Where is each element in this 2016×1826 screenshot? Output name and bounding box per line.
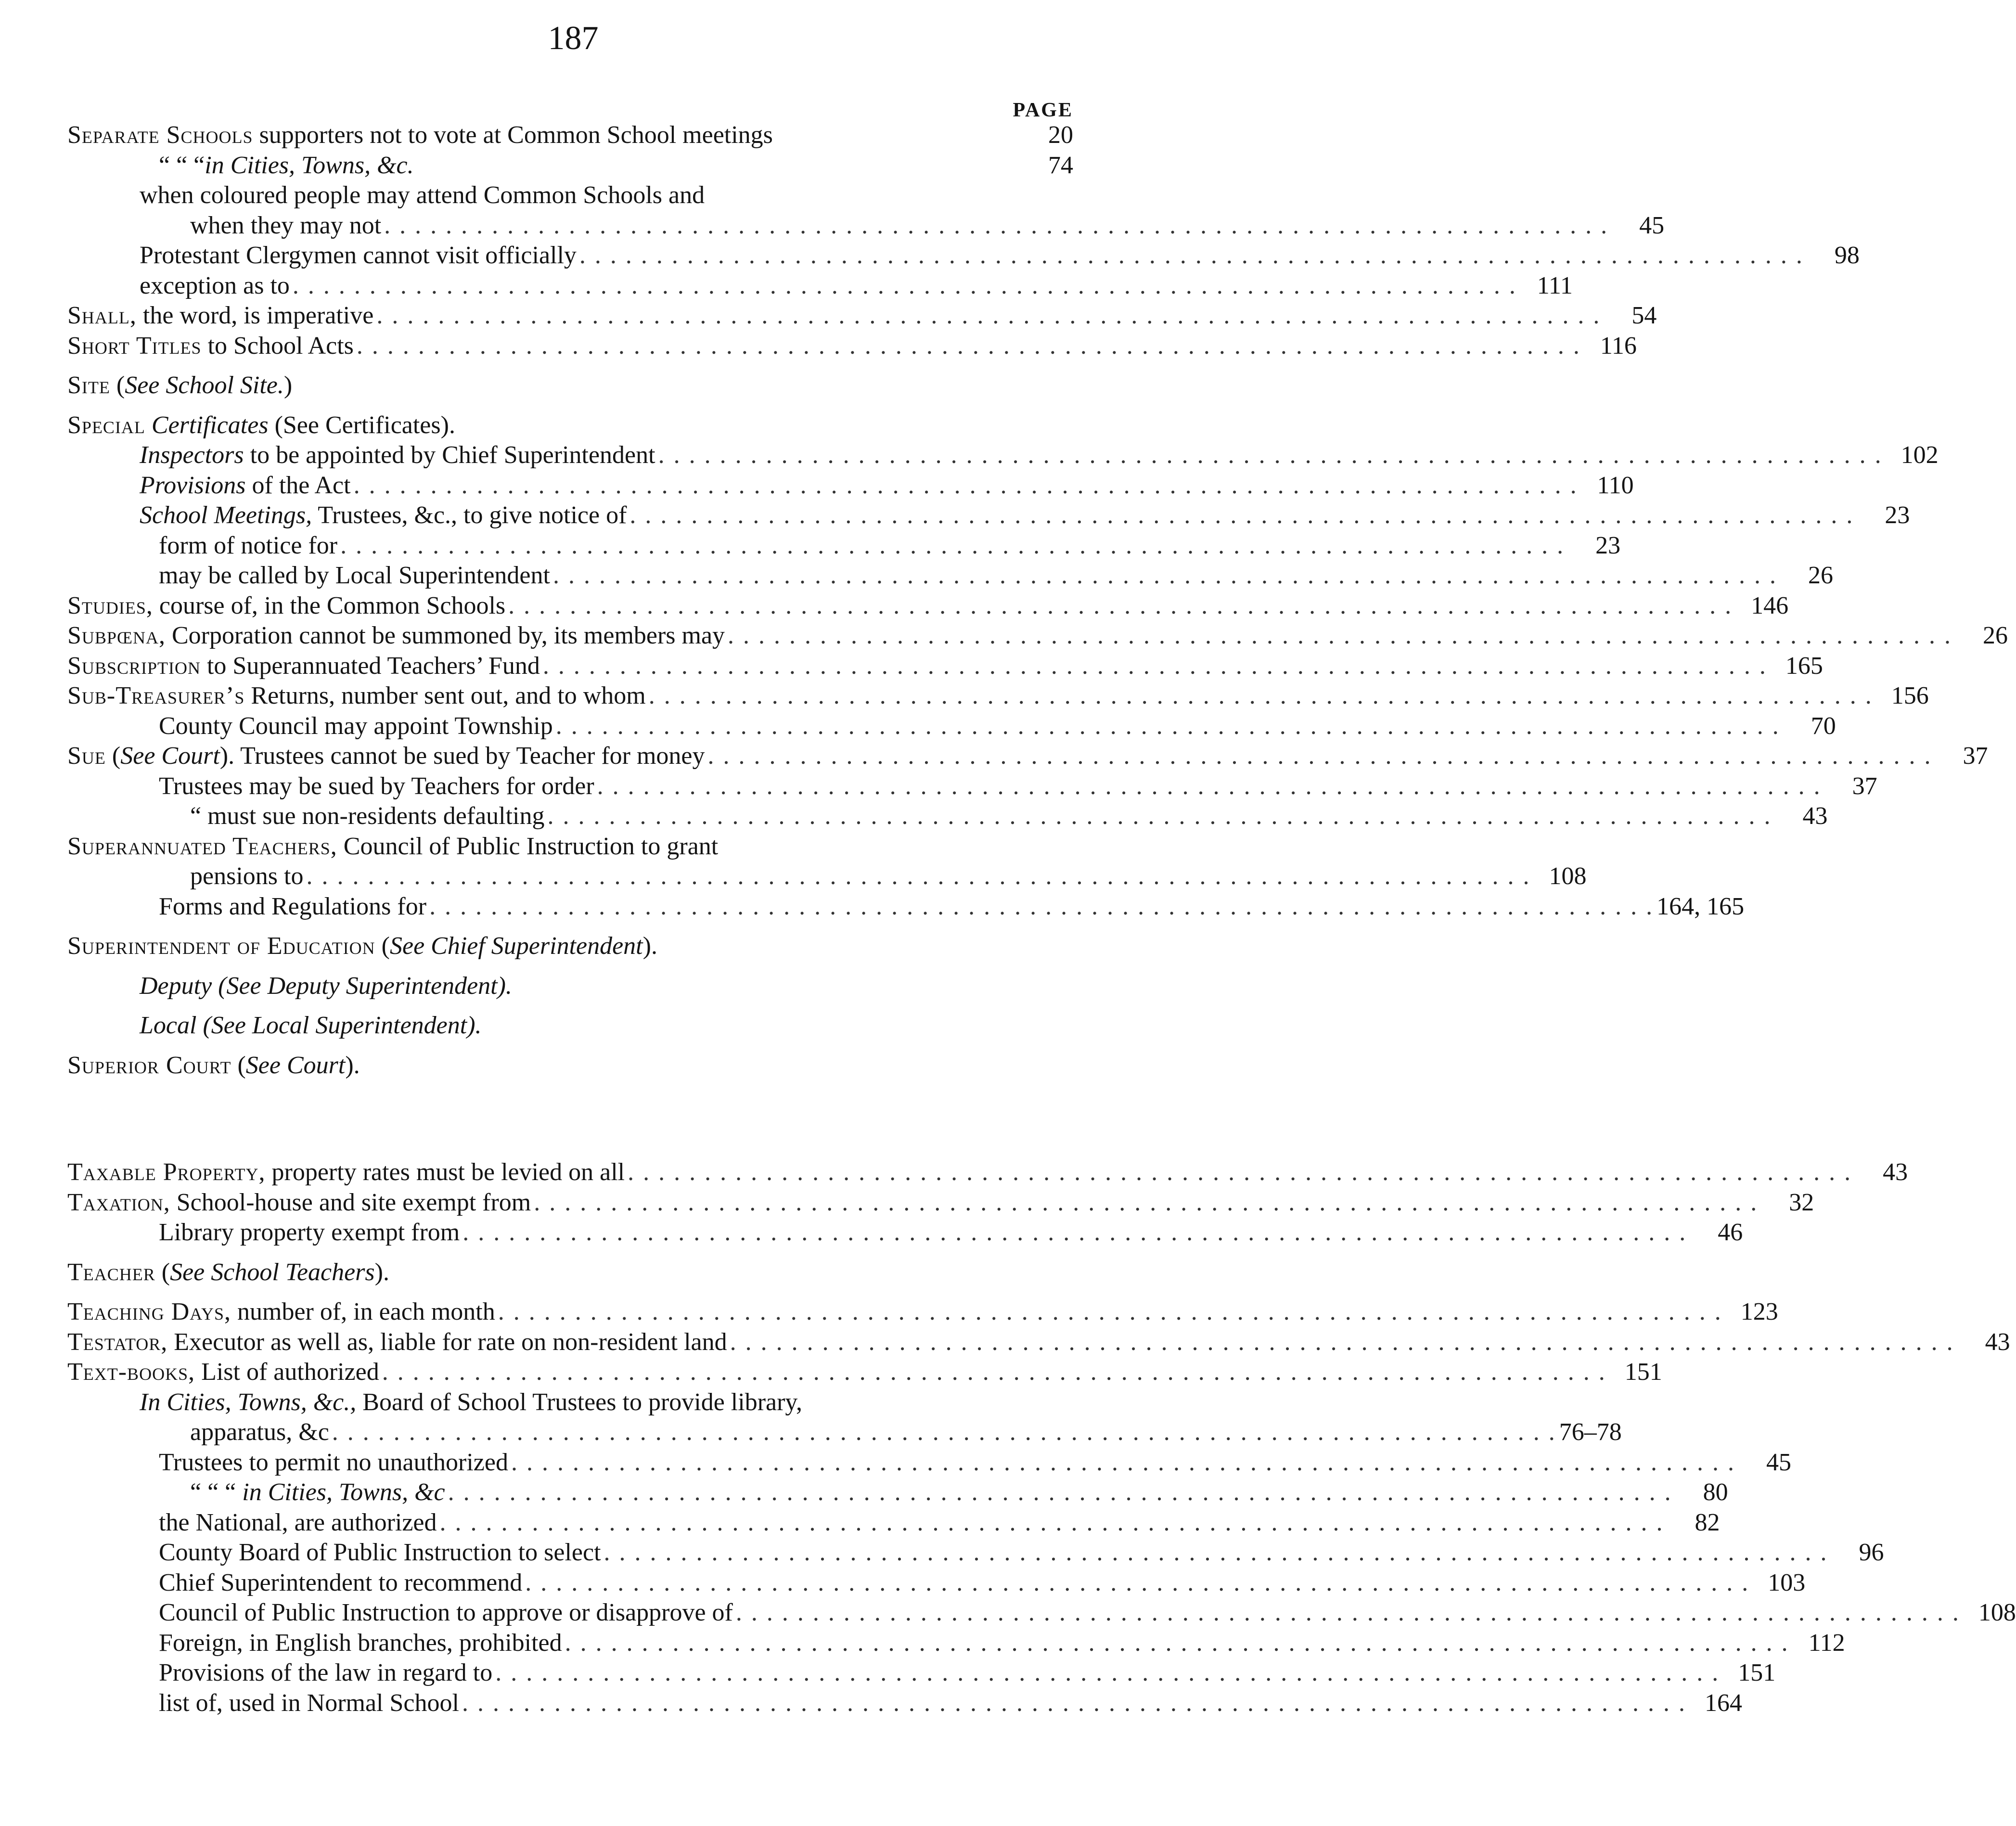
entry-text	[67, 1327, 727, 1358]
entry-body: (	[110, 372, 125, 399]
index-entry	[67, 561, 1833, 591]
entry-body: (	[105, 742, 121, 770]
entry-text	[159, 1568, 522, 1598]
entry-italic: See School Site.	[125, 372, 284, 399]
dot-leader: . . . . . . . . . . . . . . . . . . . . . . . . . . . . . . . . . . . . . . . . . . . . . . . . . . . . . . . . . . . . . . . . . . . . . . . . . . . . . . . .	[306, 862, 1531, 890]
index-entry	[67, 931, 1073, 962]
index-entry	[67, 1218, 1743, 1248]
entry-text	[67, 1157, 625, 1188]
page-ref: 43	[1802, 802, 1828, 830]
dot-leader: . . . . . . . . . . . . . . . . . . . . . . . . . . . . . . . . . . . . . . . . . . . . . . . . . . . . . . . . . . . . . . . . . . . . . . . . . . . . . . . .	[353, 471, 1578, 499]
page-ref: 37	[1852, 772, 1877, 800]
entry-text	[67, 741, 705, 772]
entry-text	[67, 681, 646, 711]
page-ref: 165	[1785, 652, 1823, 680]
index-entry	[67, 1297, 1778, 1327]
entry-body: Executor as well as, liable for rate on non-resident land	[167, 1328, 727, 1356]
dot-leader: . . . . . . . . . . . . . . . . . . . . . . . . . . . . . . . . . . . . . . . . . . . . . . . . . . . . . . . . . . . . . . . . . . . . . . . . . . . . . . . .	[439, 1508, 1664, 1536]
entry-text	[159, 1218, 460, 1248]
entry-italic: Provisions	[140, 471, 246, 499]
dot-leader: . . . . . . . . . . . . . . . . . . . . . . . . . . . . . . . . . . . . . . . . . . . . . . . . . . . . . . . . . . . . . . . . . . . . . . . . . . . . . . . .	[552, 562, 1777, 589]
index-entry	[67, 651, 1823, 682]
entry-text	[140, 271, 290, 301]
page-ref: 80	[1703, 1479, 1728, 1506]
entry-italic: Certificates	[151, 411, 269, 439]
entry-body: Council of Public Instruction to approve or disapprove of	[159, 1599, 733, 1626]
index-entry	[67, 1568, 1806, 1598]
entry-italic: Deputy (See Deputy Superintendent).	[140, 972, 512, 1000]
entry-heading: Sub-Treasurer’s	[67, 682, 245, 709]
entry-text	[159, 892, 426, 922]
page-ref: 123	[1740, 1298, 1778, 1325]
index-entry	[67, 211, 1665, 241]
entry-body: Council of Public Instruction to grant	[337, 832, 719, 860]
page-ref: 76–78	[1559, 1418, 1622, 1446]
dot-leader: . . . . . . . . . . . . . . . . . . . . . . . . . . . . . . . . . . . . . . . . . . . . . . . . . . . . . . . . . . . . . . . . . . . . . . . . . . . . . . . .	[429, 892, 1654, 920]
entry-italic: Inspectors	[140, 441, 244, 469]
entry-tail: )	[283, 372, 293, 399]
entry-text	[67, 931, 657, 962]
index-entry	[67, 1357, 1662, 1388]
entry-body: property rates must be levied on all	[265, 1158, 625, 1186]
index-entry	[67, 892, 1745, 922]
index-entry	[67, 1258, 1073, 1288]
entry-text	[140, 440, 655, 471]
entry-body: “ “ “	[159, 151, 205, 179]
entry-heading: Superior Court	[67, 1051, 231, 1079]
entry-text	[67, 120, 773, 151]
entry-text	[67, 411, 455, 441]
index-entry	[67, 1388, 1073, 1418]
entry-body: Trustees may be sued by Teachers for order	[159, 772, 594, 800]
index-entry	[67, 531, 1621, 561]
entry-heading: Studies,	[67, 592, 153, 619]
page-ref: 164	[1704, 1689, 1742, 1717]
dot-leader: . . . . . . . . . . . . . . . . . . . . . . . . . . . . . . . . . . . . . . . . . . . . . . . . . . . . . . . . . . . . . . . . . . . . . . . . . . . . . . . .	[604, 1539, 1828, 1566]
entry-text	[159, 1538, 601, 1568]
entry-heading: Subscription	[67, 652, 201, 680]
dot-leader: . . . . . . . . . . . . . . . . . . . . . . . . . . . . . . . . . . . . . . . . . . . . . . . . . . . . . . . . . . . . . . . . . . . . . . . . . . . . . . . .	[384, 211, 1609, 239]
entry-body: Trustees to permit no unauthorized	[159, 1448, 508, 1476]
page-ref: 43	[1883, 1158, 1908, 1186]
dot-leader: . . . . . . . . . . . . . . . . . . . . . . . . . . . . . . . . . . . . . . . . . . . . . . . . . . . . . . . . . . . . . . . . . . . . . . . . . . . . . . . .	[340, 531, 1565, 559]
dot-leader: . . . . . . . . . . . . . . . . . . . . . . . . . . . . . . . . . . . . . . . . . . . . . . . . . . . . . . . . . . . . . . . . . . . . . . . . . . . . . . . .	[462, 1689, 1686, 1717]
entry-heading: Sue	[67, 742, 106, 770]
entry-body: to be appointed by Chief Superintendent	[244, 441, 655, 469]
dot-leader: . . . . . . . . . . . . . . . . . . . . . . . . . . . . . . . . . . . . . . . . . . . . . . . . . . . . . . . . . . . . . . . . . . . . . . . . . . . . . . . .	[735, 1599, 1960, 1626]
entry-tail: ).	[345, 1051, 360, 1079]
dot-leader: . . . . . . . . . . . . . . . . . . . . . . . . . . . . . . . . . . . . . . . . . . . . . . . . . . . . . . . . . . . . . . . . . . . . . . . . . . . . . . . .	[648, 682, 1873, 709]
dot-leader: . . . . . . . . . . . . . . . . . . . . . . . . . . . . . . . . . . . . . . . . . . . . . . . . . . . . . . . . . . . . . . . . . . . . . . . . . . . . . . . .	[356, 332, 1581, 360]
entry-text	[159, 151, 414, 181]
dot-leader: . . . . . . . . . . . . . . . . . . . . . . . . . . . . . . . . . . . . . . . . . . . . . . . . . . . . . . . . . . . . . . . . . . . . . . . . . . . . . . . .	[332, 1418, 1556, 1446]
entry-heading: Shall,	[67, 302, 137, 329]
entry-tail: ). Trustees cannot be sued by Teacher for money	[219, 742, 705, 770]
entry-text	[67, 832, 718, 862]
entry-heading: Special	[67, 411, 145, 439]
page-ref: 70	[1811, 712, 1836, 740]
entry-body: list of, used in Normal School	[159, 1689, 459, 1717]
index-entry	[67, 180, 1073, 211]
entry-text	[159, 711, 553, 742]
entry-body: apparatus, &c	[190, 1418, 329, 1446]
page-ref: 23	[1595, 531, 1621, 559]
page-ref: 98	[1834, 242, 1860, 269]
entry-text	[159, 1688, 459, 1719]
page-ref: 102	[1900, 441, 1939, 469]
dot-leader: . . . . . . . . . . . . . . . . . . . . . . . . . . . . . . . . . . . . . . . . . . . . . . . . . . . . . . . . . . . . . . . . . . . . . . . . . . . . . . . .	[525, 1569, 1750, 1596]
index-entry	[67, 1327, 2010, 1358]
page-ref: 54	[1631, 302, 1657, 329]
page-ref: 111	[1537, 271, 1573, 299]
entry-body: Trustees, &c., to give notice of	[312, 502, 627, 529]
index-section-s	[67, 120, 2008, 1080]
dot-leader: . . . . . . . . . . . . . . . . . . . . . . . . . . . . . . . . . . . . . . . . . . . . . . . . . . . . . . . . . . . . . . . . . . . . . . . . . . . . . . . .	[597, 772, 1822, 800]
entry-body: Provisions of the law in regard to	[159, 1659, 493, 1686]
dot-leader: . . . . . . . . . . . . . . . . . . . . . . . . . . . . . . . . . . . . . . . . . . . . . . . . . . . . . . . . . . . . . . . . . . . . . . . . . . . . . . . .	[495, 1659, 1720, 1686]
entry-italic: in Cities, Towns, &c	[242, 1479, 445, 1506]
page-ref: 45	[1639, 211, 1665, 239]
index-entry	[67, 1688, 1742, 1719]
page-ref: 110	[1597, 471, 1634, 499]
dot-leader: . . . . . . . . . . . . . . . . . . . . . . . . . . . . . . . . . . . . . . . . . . . . . . . . . . . . . . . . . . . . . . . . . . . . . . . . . . . . . . . .	[547, 802, 1772, 830]
entry-heading: Superintendent of Education	[67, 932, 375, 960]
page-ref: 26	[1808, 562, 1833, 589]
entry-body	[145, 411, 152, 439]
entry-text	[190, 862, 303, 892]
entry-heading: Taxable Property,	[67, 1158, 266, 1186]
entry-text	[159, 1448, 508, 1478]
index-section-t	[67, 1157, 2016, 1718]
entry-heading: Separate Schools	[67, 121, 253, 149]
entry-text	[159, 561, 550, 591]
entry-body: pensions to	[190, 862, 304, 890]
page-ref: 32	[1789, 1188, 1814, 1216]
index-entry	[67, 501, 1910, 531]
index-entry	[67, 621, 2008, 651]
entry-body: County Council may appoint Township	[159, 712, 553, 740]
dot-leader: . . . . . . . . . . . . . . . . . . . . . . . . . . . . . . . . . . . . . . . . . . . . . . . . . . . . . . . . . . . . . . . . . . . . . . . . . . . . . . . .	[376, 302, 1601, 329]
dot-leader: . . . . . . . . . . . . . . . . . . . . . . . . . . . . . . . . . . . . . . . . . . . . . . . . . . . . . . . . . . . . . . . . . . . . . . . . . . . . . . . .	[508, 592, 1733, 619]
dot-leader: . . . . . . . . . . . . . . . . . . . . . . . . . . . . . . . . . . . . . . . . . . . . . . . . . . . . . . . . . . . . . . . . . . . . . . . . . . . . . . . .	[728, 622, 1952, 649]
entry-text	[159, 1628, 562, 1659]
entry-italic: See School Teachers	[170, 1258, 375, 1286]
page-ref: 46	[1718, 1219, 1743, 1246]
entry-body: Returns, number sent out, and to whom	[244, 682, 646, 709]
dot-leader: . . . . . . . . . . . . . . . . . . . . . . . . . . . . . . . . . . . . . . . . . . . . . . . . . . . . . . . . . . . . . . . . . . . . . . . . . . . . . . . .	[292, 271, 1517, 299]
index-entry	[67, 1417, 1622, 1448]
dot-leader: . . . . . . . . . . . . . . . . . . . . . . . . . . . . . . . . . . . . . . . . . . . . . . . . . . . . . . . . . . . . . . . . . . . . . . . . . . . . . . . .	[565, 1629, 1789, 1657]
entry-body: form of notice for	[159, 531, 338, 559]
entry-tail: ).	[642, 932, 657, 960]
dot-leader: . . . . . . . . . . . . . . . . . . . . . . . . . . . . . . . . . . . . . . . . . . . . . . . . . . . . . . . . . . . . . . . . . . . . . . . . . . . . . . . .	[511, 1448, 1735, 1476]
entry-text	[67, 1357, 379, 1388]
index-entry	[67, 1658, 1776, 1688]
entry-italic: See Court	[120, 742, 220, 770]
entry-body: of the Act	[245, 471, 351, 499]
dot-leader: . . . . . . . . . . . . . . . . . . . . . . . . . . . . . . . . . . . . . . . . . . . . . . . . . . . . . . . . . . . . . . . . . . . . . . . . . . . . . . . .	[629, 502, 1854, 529]
entry-text	[140, 1011, 482, 1041]
entry-text	[159, 1658, 492, 1688]
page-column-label: PAGE	[1013, 99, 1073, 121]
entry-heading: Superannuated Teachers,	[67, 832, 337, 860]
entry-text	[67, 651, 540, 682]
index-entry	[67, 862, 1587, 892]
page-ref: 151	[1624, 1358, 1662, 1386]
dot-leader: . . . . . . . . . . . . . . . . . . . . . . . . . . . . . . . . . . . . . . . . . . . . . . . . . . . . . . . . . . . . . . . . . . . . . . . . . . . . . . . .	[730, 1328, 1954, 1356]
entry-text	[140, 971, 512, 1002]
entry-body: “ “ “	[190, 1479, 243, 1506]
entry-body: Chief Superintendent to recommend	[159, 1569, 523, 1596]
page-number: 187	[548, 20, 599, 57]
dot-leader: . . . . . . . . . . . . . . . . . . . . . . . . . . . . . . . . . . . . . . . . . . . . . . . . . . . . . . . . . . . . . . . . . . . . . . . . . . . . . . . .	[628, 1158, 1852, 1186]
entry-body: County Board of Public Instruction to select	[159, 1539, 601, 1566]
index-entry	[67, 440, 1939, 471]
entry-text	[67, 591, 505, 621]
page-ref: 108	[1978, 1599, 2016, 1626]
entry-body: “ must sue non-residents defaulting	[190, 802, 545, 830]
entry-italic: in Cities, Towns, &c.	[205, 151, 414, 179]
page-ref: 116	[1600, 332, 1637, 360]
entry-body: supporters not to vote at Common School meetings	[253, 121, 773, 149]
entry-body: School-house and site exempt from	[170, 1188, 531, 1216]
entry-body: number of, in each month	[231, 1298, 495, 1325]
entry-text	[140, 501, 627, 531]
dot-leader: . . . . . . . . . . . . . . . . . . . . . . . . . . . . . . . . . . . . . . . . . . . . . . . . . . . . . . . . . . . . . . . . . . . . . . . . . . . . . . . .	[579, 242, 1804, 269]
index-entry	[67, 772, 1877, 802]
dot-leader: . . . . . . . . . . . . . . . . . . . . . . . . . . . . . . . . . . . . . . . . . . . . . . . . . . . . . . . . . . . . . . . . . . . . . . . . . . . . . . . .	[448, 1479, 1672, 1506]
page-ref: 20	[1048, 121, 1073, 149]
index-entry	[67, 1508, 1720, 1538]
page-ref: 74	[1048, 151, 1073, 179]
entry-heading: Short Titles	[67, 332, 202, 360]
entry-text	[159, 772, 594, 802]
index-entry	[67, 711, 1836, 742]
index-entry	[67, 371, 1073, 401]
page-ref: 156	[1891, 682, 1929, 709]
entry-body: the word, is imperative	[136, 302, 374, 329]
dot-leader: . . . . . . . . . . . . . . . . . . . . . . . . . . . . . . . . . . . . . . . . . . . . . . . . . . . . . . . . . . . . . . . . . . . . . . . . . . . . . . . .	[462, 1219, 1687, 1246]
index-entry	[67, 591, 1789, 621]
entry-italic: In Cities, Towns, &c.,	[140, 1388, 357, 1416]
entry-text	[67, 621, 725, 651]
page-ref: 26	[1983, 622, 2008, 649]
index-entry	[67, 411, 1073, 441]
entry-text	[67, 371, 292, 401]
index-entry	[67, 1598, 2016, 1628]
page-ref: 164, 165	[1656, 892, 1745, 920]
entry-text	[190, 211, 381, 241]
entry-text	[140, 180, 705, 211]
entry-italic: Local (See Local Superintendent).	[140, 1012, 482, 1039]
entry-body: (	[155, 1258, 170, 1286]
entry-body: Foreign, in English branches, prohibited	[159, 1629, 562, 1657]
index-entry	[67, 301, 1657, 331]
entry-heading: Subpœna,	[67, 622, 166, 649]
entry-heading: Teacher	[67, 1258, 155, 1286]
index-entry	[67, 1011, 1073, 1041]
entry-body: may be called by Local Superintendent	[159, 562, 550, 589]
index-entry	[67, 832, 1073, 862]
entry-italic: School Meetings,	[140, 502, 312, 529]
page-ref: 23	[1885, 502, 1910, 529]
entry-text	[159, 1598, 733, 1628]
entry-text	[67, 1258, 389, 1288]
entry-heading: Teaching Days,	[67, 1298, 231, 1325]
dot-leader: . . . . . . . . . . . . . . . . . . . . . . . . . . . . . . . . . . . . . . . . . . . . . . . . . . . . . . . . . . . . . . . . . . . . . . . . . . . . . . . .	[382, 1358, 1606, 1386]
dot-leader: . . . . . . . . . . . . . . . . . . . . . . . . . . . . . . . . . . . . . . . . . . . . . . . . . . . . . . . . . . . . . . . . . . . . . . . . . . . . . . . .	[534, 1188, 1759, 1216]
entry-body: Library property exempt from	[159, 1219, 460, 1246]
entry-body: course of, in the Common Schools	[153, 592, 506, 619]
index-entry	[67, 1628, 1845, 1659]
entry-body: (	[375, 932, 390, 960]
entry-body: List of authorized	[195, 1358, 379, 1386]
index-entry	[67, 1448, 1791, 1478]
index-entry	[67, 1051, 1073, 1081]
entry-text	[140, 471, 351, 501]
entry-text	[140, 241, 577, 271]
index-entry	[67, 1478, 1728, 1508]
index-entry	[67, 471, 1634, 501]
index-entry	[67, 801, 1828, 832]
entry-body: Board of School Trustees to provide library,	[356, 1388, 803, 1416]
page-ref: 146	[1751, 592, 1789, 619]
dot-leader: . . . . . . . . . . . . . . . . . . . . . . . . . . . . . . . . . . . . . . . . . . . . . . . . . . . . . . . . . . . . . . . . . . . . . . . . . . . . . . . .	[555, 712, 1780, 740]
index-entry	[67, 271, 1573, 301]
entry-body: Forms and Regulations for	[159, 892, 427, 920]
entry-text	[67, 1188, 531, 1218]
entry-text	[67, 1297, 495, 1327]
entry-body: to School Acts	[201, 332, 354, 360]
page-ref: 108	[1549, 862, 1587, 890]
entry-tail: (See Certificates).	[268, 411, 455, 439]
entry-body: Corporation cannot be summoned by, its members may	[165, 622, 725, 649]
entry-body: exception as to	[140, 271, 290, 299]
dot-leader: . . . . . . . . . . . . . . . . . . . . . . . . . . . . . . . . . . . . . . . . . . . . . . . . . . . . . . . . . . . . . . . . . . . . . . . . . . . . . . . .	[707, 742, 1932, 770]
page-ref: 82	[1695, 1508, 1720, 1536]
index-entry	[67, 120, 1073, 151]
index-entry	[67, 1538, 1884, 1568]
entry-heading: Site	[67, 372, 110, 399]
entry-text	[159, 531, 337, 561]
page-ref: 37	[1963, 742, 1988, 770]
entry-body: Protestant Clergymen cannot visit officially	[140, 242, 577, 269]
dot-leader: . . . . . . . . . . . . . . . . . . . . . . . . . . . . . . . . . . . . . . . . . . . . . . . . . . . . . . . . . . . . . . . . . . . . . . . . . . . . . . . .	[542, 652, 1767, 680]
index-entry	[67, 331, 1637, 361]
index-entry	[67, 971, 1073, 1002]
entry-text	[190, 1478, 445, 1508]
index-entry	[67, 1157, 1908, 1188]
page-ref: 103	[1768, 1569, 1806, 1596]
entry-text	[67, 331, 354, 361]
entry-text	[190, 1417, 329, 1448]
page-ref: 45	[1766, 1448, 1791, 1476]
entry-text	[159, 1508, 437, 1538]
entry-text	[67, 301, 373, 331]
entry-italic: See Chief Superintendent	[389, 932, 643, 960]
index-entry	[67, 741, 1988, 772]
page-ref: 112	[1808, 1629, 1845, 1657]
dot-leader: . . . . . . . . . . . . . . . . . . . . . . . . . . . . . . . . . . . . . . . . . . . . . . . . . . . . . . . . . . . . . . . . . . . . . . . . . . . . . . . .	[658, 441, 1883, 469]
entry-italic: See Court	[245, 1051, 346, 1079]
entry-heading: Testator,	[67, 1328, 168, 1356]
entry-body: the National, are authorized	[159, 1508, 437, 1536]
entry-body: when coloured people may attend Common Schools and	[140, 181, 705, 209]
entry-body: (	[231, 1051, 246, 1079]
entry-body: when they may not	[190, 211, 382, 239]
entry-heading: Taxation,	[67, 1188, 170, 1216]
entry-text	[140, 1388, 802, 1418]
dot-leader: . . . . . . . . . . . . . . . . . . . . . . . . . . . . . . . . . . . . . . . . . . . . . . . . . . . . . . . . . . . . . . . . . . . . . . . . . . . . . . . .	[498, 1298, 1722, 1325]
page-ref: 96	[1859, 1539, 1884, 1566]
index-entry	[67, 151, 1073, 181]
entry-body: to Superannuated Teachers’ Fund	[200, 652, 540, 680]
entry-text	[190, 801, 545, 832]
index-entry	[67, 681, 1929, 711]
entry-heading: Text-books,	[67, 1358, 195, 1386]
page-ref: 43	[1985, 1328, 2010, 1356]
entry-text	[67, 1051, 360, 1081]
index-entry	[67, 1188, 1814, 1218]
index-entry	[67, 241, 1860, 271]
page-ref: 151	[1738, 1659, 1776, 1686]
entry-tail: ).	[374, 1258, 389, 1286]
